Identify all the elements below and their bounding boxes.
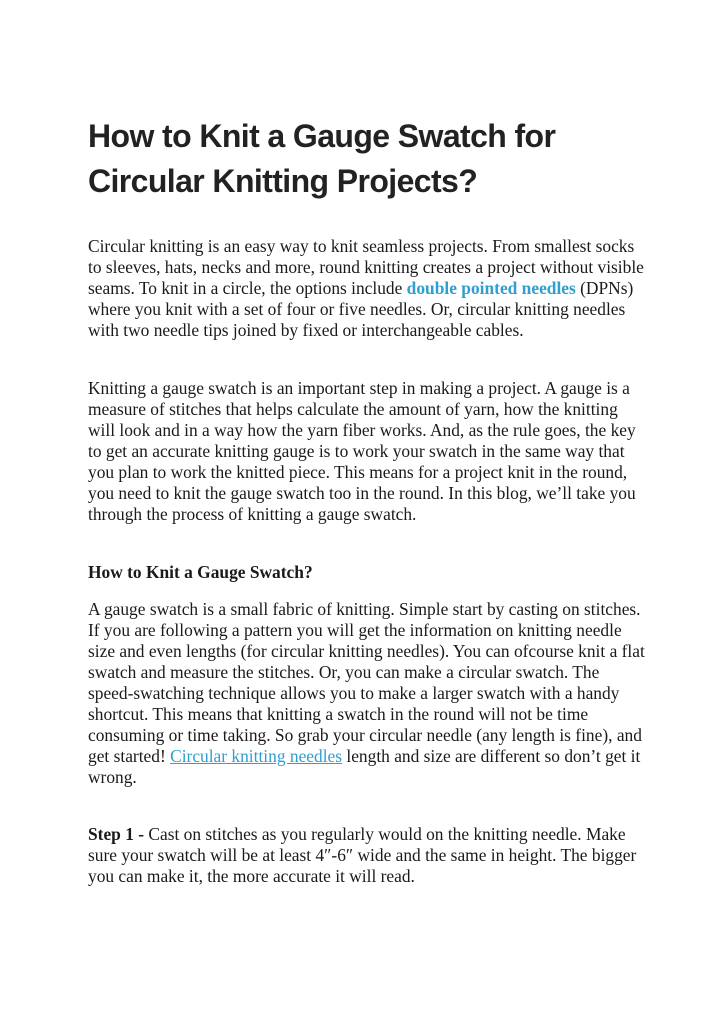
step-1-text: Cast on stitches as you regularly would on the knitting needle. Make sure your swatch will be at least 4″-6″ wide and the same in height. The bigger you can make it, the more accurate it will read. — [88, 824, 637, 886]
section-heading: How to Knit a Gauge Swatch? — [88, 562, 313, 582]
swatch-paragraph — [88, 599, 648, 788]
gauge-paragraph: Knitting a gauge swatch is an important step in making a project. A gauge is a measure of stitches that helps calculate the amount of yarn, how the knitting will look and in a way how the yarn fiber works. And, as the rule goes, the key to get an accurate knitting gauge is to work your swatch in the same way that you plan to work the knitted piece. This means for a project knit in the round, you need to knit the gauge swatch too in the round. In this blog, we’ll take you through the process of knitting a gauge swatch. — [88, 378, 636, 524]
page-title: How to Knit a Gauge Swatch for Circular Knitting Projects? — [88, 118, 556, 199]
step-1-paragraph — [88, 824, 648, 887]
swatch-text-before: A gauge swatch is a small fabric of knitting. Simple start by casting on stitches. If you are following a pattern you will get the information on knitting needle size and even lengths (for circular knitting needles). You can ofcourse knit a flat swatch and measure the stitches. Or, you can make a circular swatch. The speed-swatching technique allows you to make a larger swatch with a handy shortcut. This means that knitting a swatch in the round will not be time consuming or time taking. So grab your circular needle (any length is fine), and get started! — [88, 599, 645, 766]
intro-paragraph — [88, 236, 648, 341]
circular-knitting-needles-link[interactable]: Circular knitting needles — [170, 746, 343, 766]
intro-text-after: (DPNs) where you knit with a set of four or five needles. Or, circular knitting needles with two needle tips joined by fixed or interchangeable cables. — [88, 278, 634, 340]
step-1-label: Step 1 - — [88, 824, 149, 844]
double-pointed-needles-link[interactable]: double pointed needles — [406, 278, 576, 298]
swatch-text-after: length and size are different so don’t get it wrong. — [88, 746, 641, 787]
intro-text-before: Circular knitting is an easy way to knit seamless projects. From smallest socks to sleeves, hats, necks and more, round knitting creates a project without visible seams. To knit in a circle, the options include — [88, 236, 644, 298]
